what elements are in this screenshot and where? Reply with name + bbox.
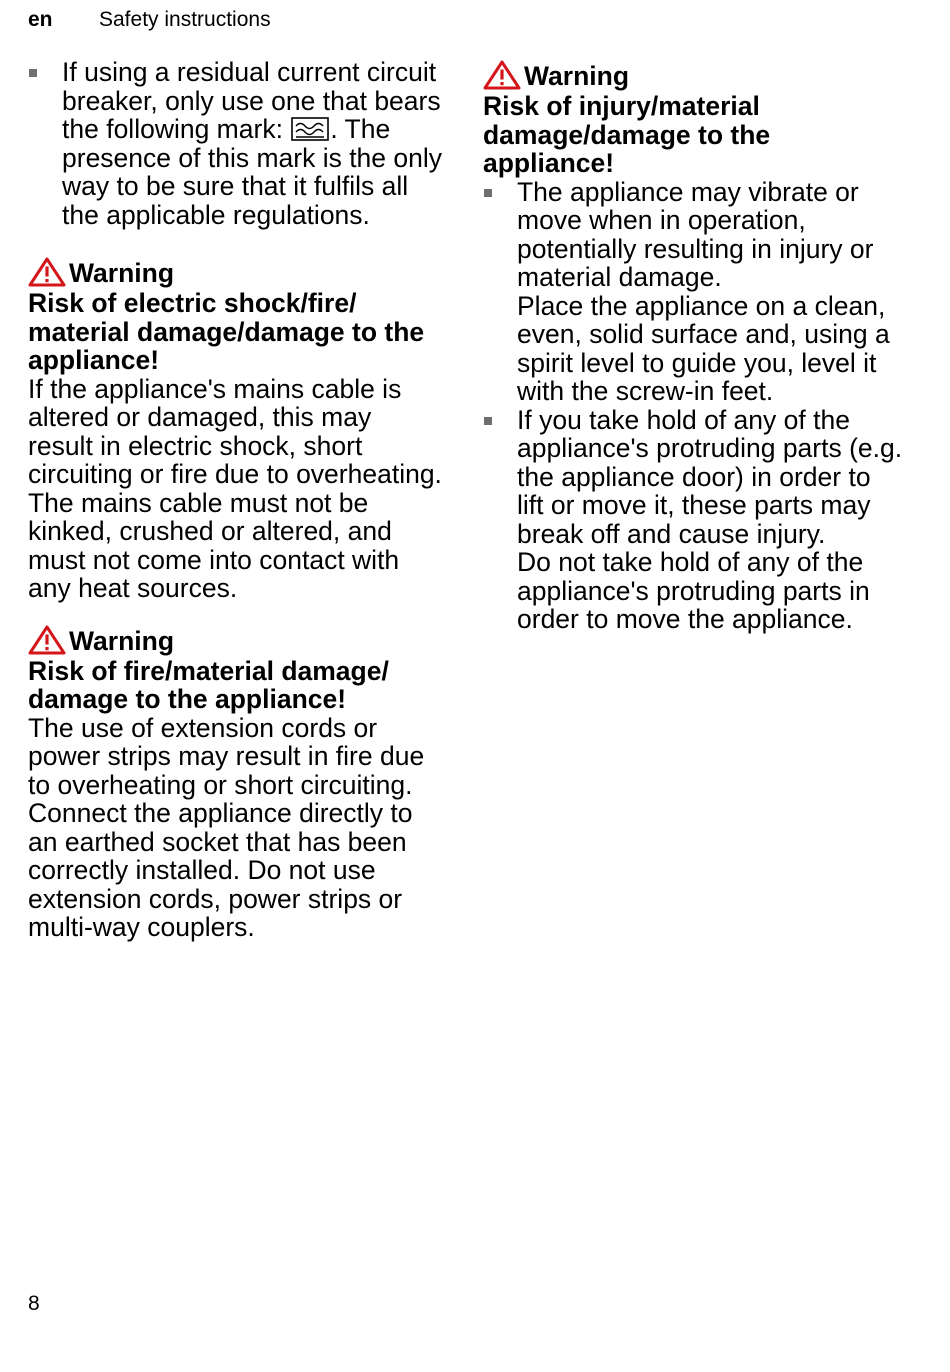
warning-paragraph: The mains cable must not be kinked, crushed or altered, and must not come into contact with any heat sources.	[28, 487, 400, 603]
warning-triangle-icon	[28, 257, 66, 287]
warning-heading	[483, 58, 903, 90]
warning-paragraph: Connect the appliance directly to an earthed socket that has been correctly installed. Do not use extension cords, power strips or multi-way couplers.	[28, 798, 413, 942]
bullet-action: Do not take hold of any of the appliance's protruding parts in order to move the appliance.	[517, 547, 870, 634]
warning-block-fire	[28, 623, 443, 942]
rcd-text-before: If using a residual current circuit breaker, only use one that bears the following mark:	[62, 57, 441, 144]
risk-heading: Risk of electric shock/fire/ material damage/damage to the appliance!	[28, 288, 425, 375]
bullet-icon	[484, 189, 492, 197]
bullet-text: If you take hold of any of the appliance's protruding parts (e.g. the appliance door) in order to lift or move it, these parts may break off and cause injury.	[517, 404, 903, 549]
warning-block-injury	[483, 58, 903, 634]
language-code: en	[28, 8, 53, 31]
warning-label: Warning	[69, 625, 175, 656]
warning-label: Warning	[69, 258, 175, 288]
warning-triangle-icon	[28, 625, 66, 655]
bullet-icon	[484, 417, 492, 425]
warning-heading	[28, 623, 443, 655]
risk-heading: Risk of injury/material damage/damage to the appliance!	[483, 91, 771, 178]
list-item-protruding-parts	[483, 406, 903, 634]
warning-heading	[28, 255, 443, 287]
left-column	[28, 58, 443, 942]
warning-label: Warning	[524, 61, 630, 91]
list-item-vibration	[483, 178, 903, 406]
bullet-icon	[29, 69, 37, 77]
risk-heading: Risk of fire/material damage/ damage to the appliance!	[28, 655, 389, 714]
page-number: 8	[28, 1292, 40, 1315]
warning-block-electric	[28, 255, 443, 603]
warning-paragraph: If the appliance's mains cable is altered or damaged, this may result in electric shock, short circuiting or fire due to overheating.	[28, 373, 442, 489]
right-column	[483, 58, 903, 634]
bullet-text: The appliance may vibrate or move when in operation, potentially resulting in injury or material damage.	[517, 176, 874, 292]
list-item-rcd	[28, 58, 443, 229]
rcd-mark-icon	[291, 117, 329, 141]
warning-triangle-icon	[483, 60, 521, 90]
rcd-text-after: . The presence of this mark is the only way to be sure that it fulfils all the applicable regulations.	[62, 114, 443, 230]
warning-paragraph: The use of extension cords or power strips may result in fire due to overheating or short circuiting.	[28, 712, 425, 800]
section-title: Safety instructions	[99, 8, 271, 31]
bullet-action: Place the appliance on a clean, even, solid surface and, using a spirit level to guide you, level it with the screw-in feet.	[517, 290, 890, 406]
